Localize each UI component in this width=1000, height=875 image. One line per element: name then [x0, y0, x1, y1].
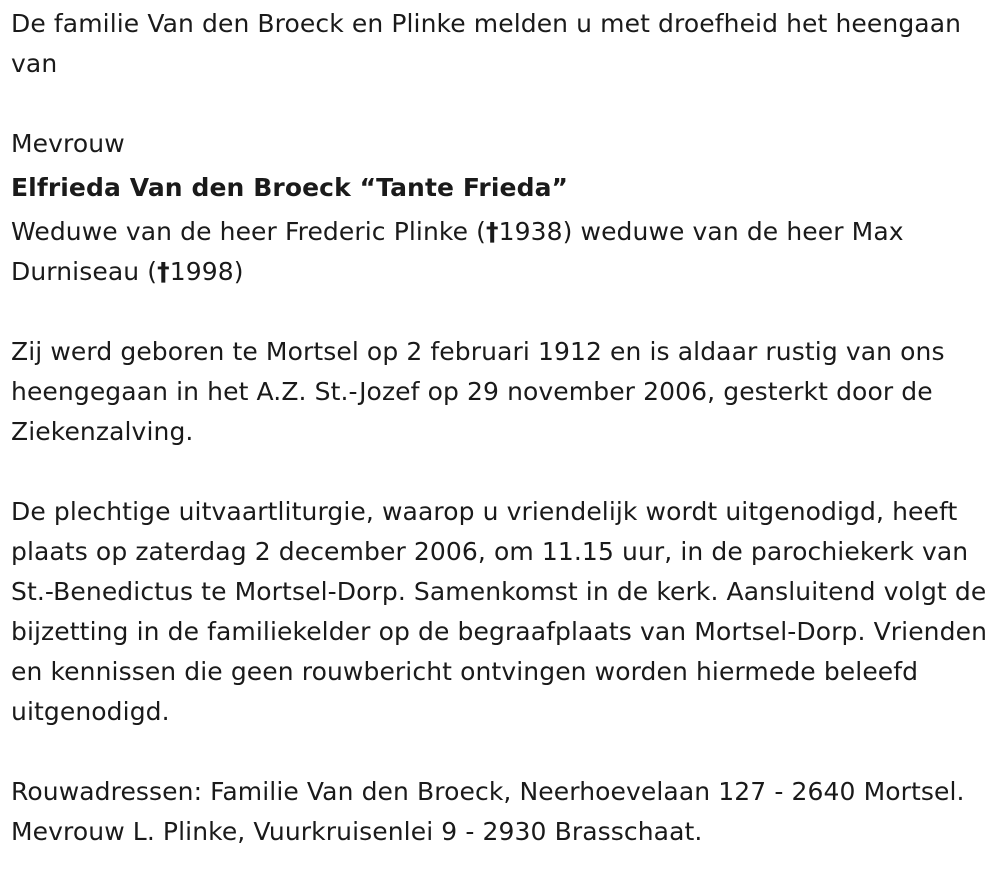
- widow-text-1: Weduwe van de heer Frederic Plinke (: [11, 217, 486, 246]
- intro-text: De familie Van den Broeck en Plinke melden u met droefheid het heengaan van: [11, 9, 962, 78]
- cross-icon: †: [157, 257, 170, 286]
- spacer: [11, 732, 996, 772]
- spacer: [11, 84, 996, 124]
- deceased-name: Elfrieda Van den Broeck “Tante Frieda”: [11, 173, 569, 202]
- obituary-document: [11, 4, 996, 852]
- funeral-text: De plechtige uitvaartliturgie, waarop u vriendelijk wordt uitgenodigd, heeft plaats op zaterdag 2 december 2006, om 11.15 uur, in de parochiekerk van St.-Benedictus te Mortsel-Dorp. Samenkomst in de kerk. Aansluitend volgt de bijzetting in de familiekelder op de begraafplaats van Mortsel-Dorp. Vrienden en kennissen die geen rouwbericht ontvingen worden hiermede beleefd uitgenodigd.: [11, 497, 988, 726]
- widow-text-3: 1998): [169, 257, 244, 286]
- widow-text-2: 1938) weduwe van de heer Max Durniseau (: [11, 217, 904, 286]
- spacer: [11, 452, 996, 492]
- title-prefix: Mevrouw: [11, 129, 125, 158]
- cross-icon: †: [485, 217, 499, 246]
- spacer: [11, 292, 996, 332]
- widow-line: [11, 212, 996, 292]
- addresses-text: Rouwadressen: Familie Van den Broeck, Neerhoevelaan 127 - 2640 Mortsel. Mevrouw L. Plinke, Vuurkruisenlei 9 - 2930 Brasschaat.: [11, 777, 965, 846]
- birth-death-text: Zij werd geboren te Mortsel op 2 februari 1912 en is aldaar rustig van ons heengegaan in het A.Z. St.-Jozef op 29 november 2006, gesterkt door de Ziekenzalving.: [11, 337, 945, 446]
